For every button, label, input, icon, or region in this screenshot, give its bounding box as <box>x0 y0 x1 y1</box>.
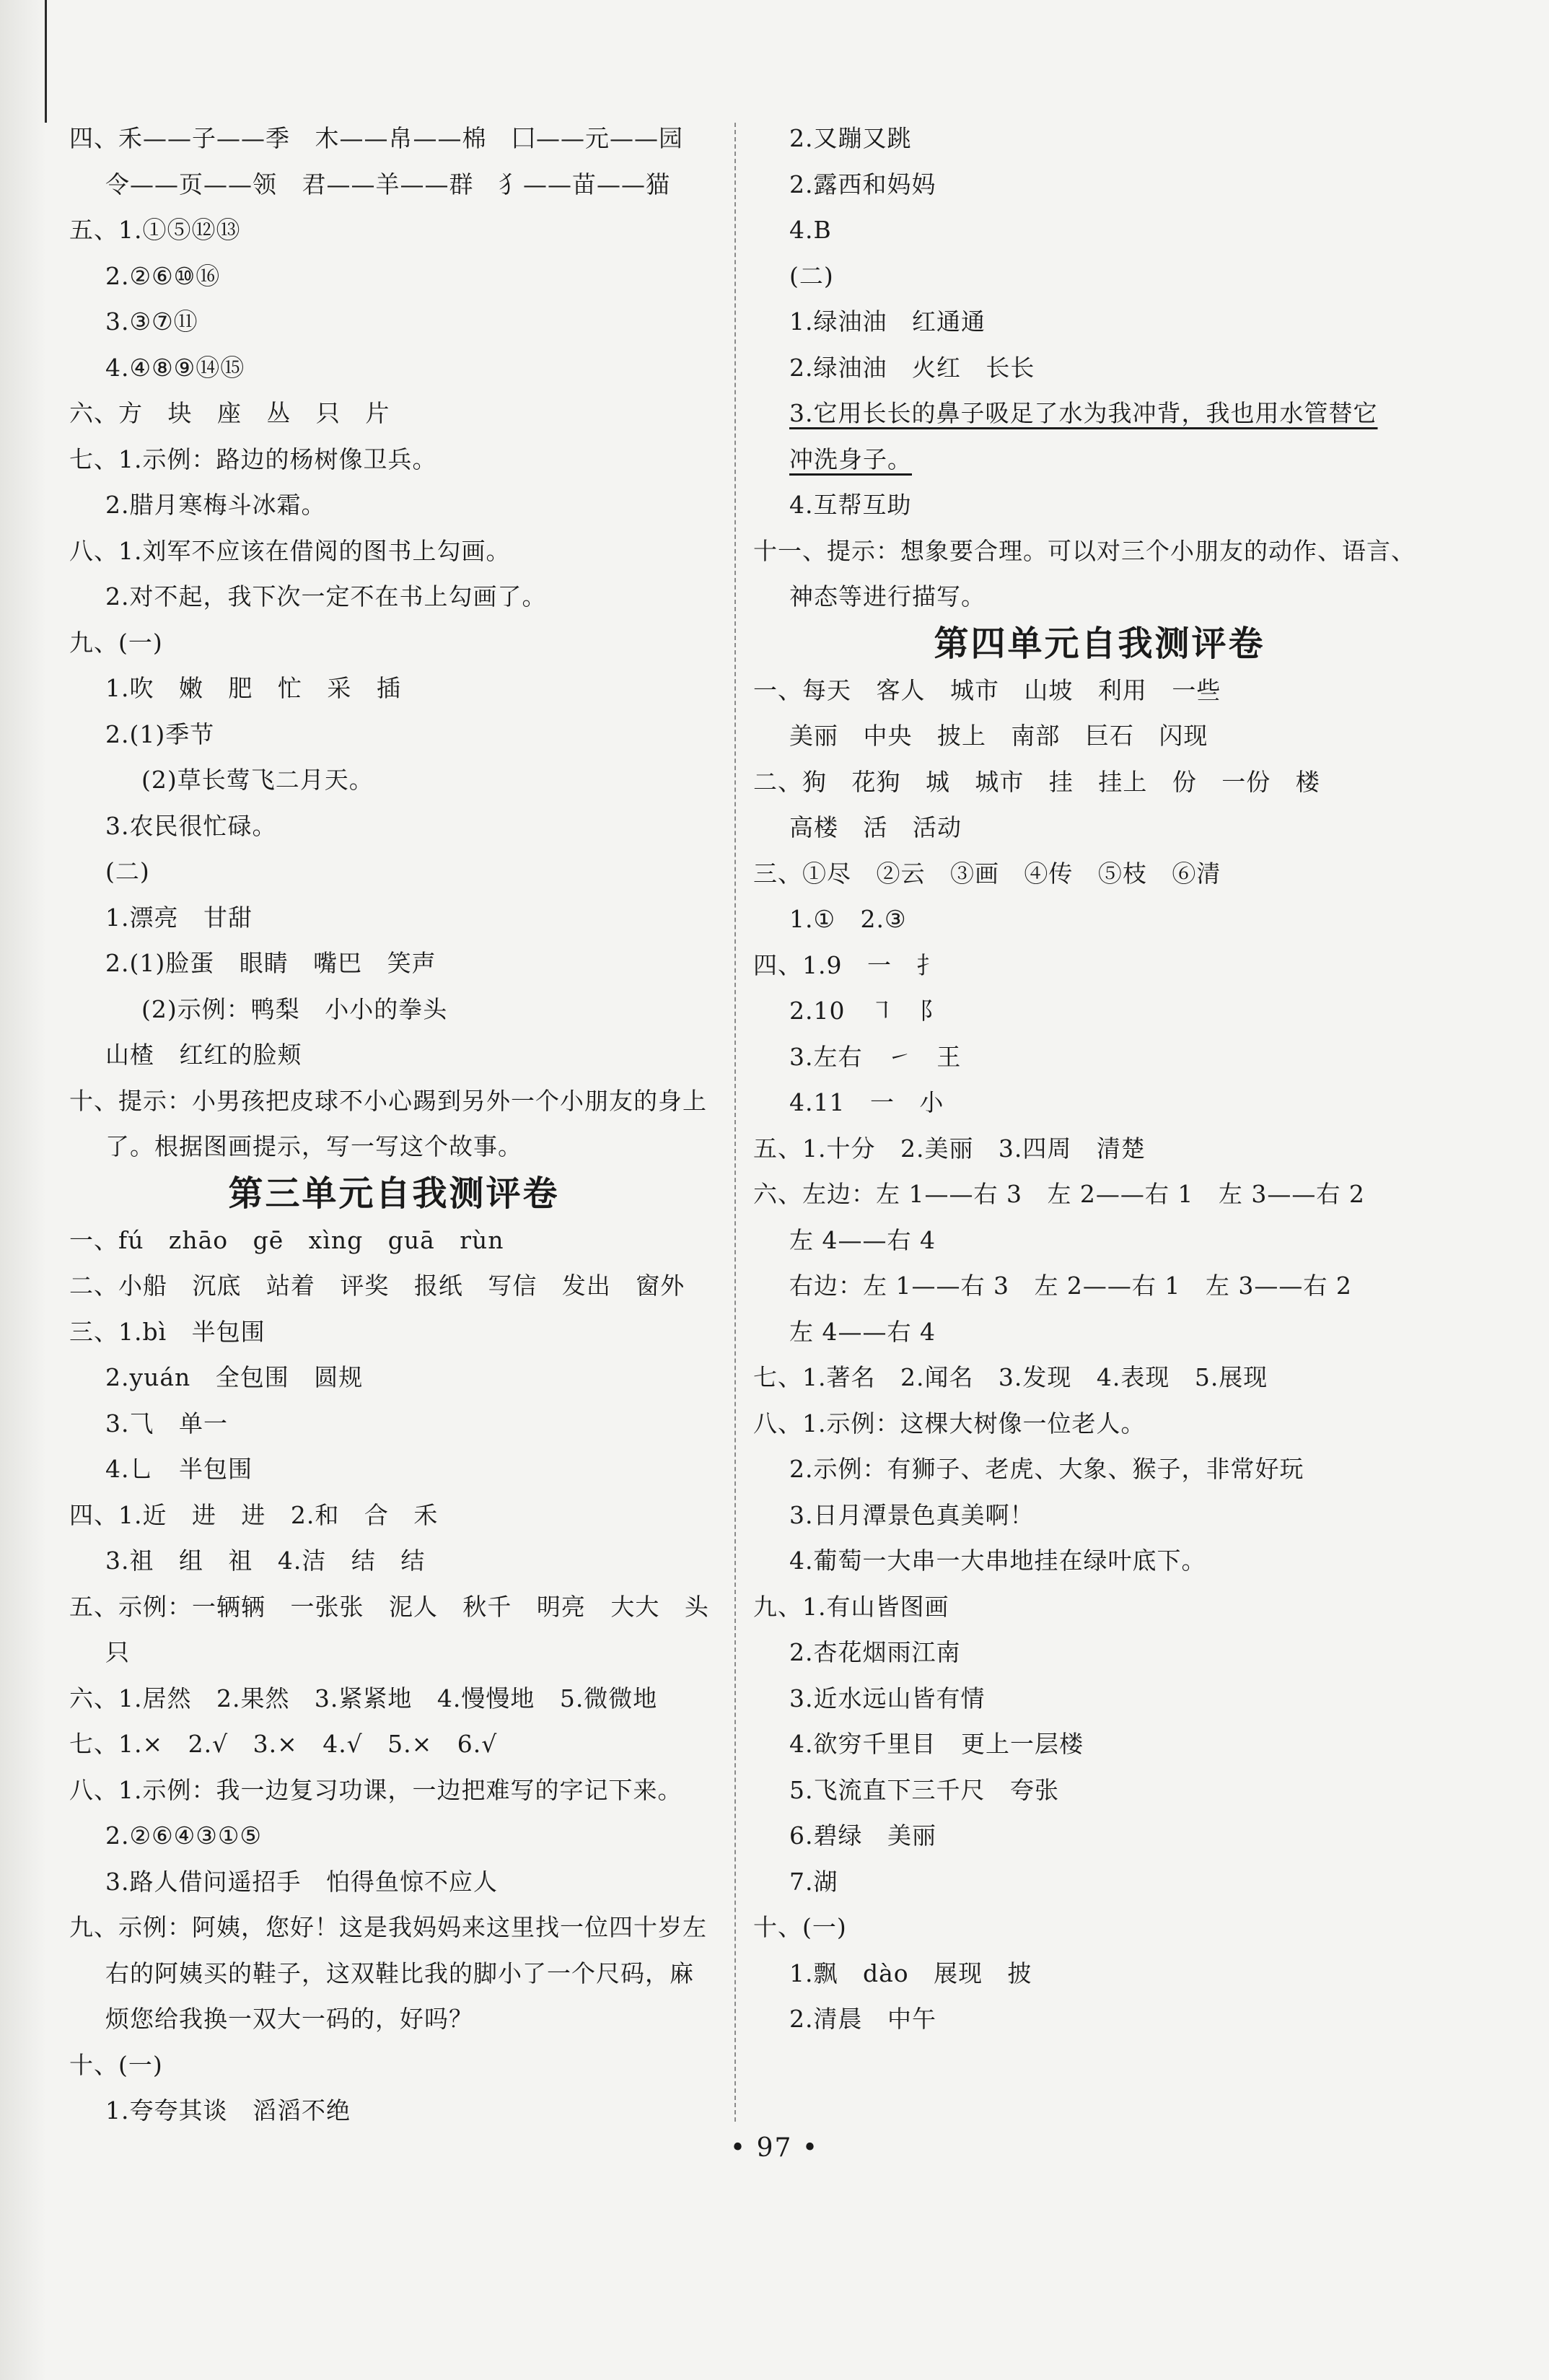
answer-line: 3.它用长长的鼻子吸足了水为我冲背，我也用水管替它 <box>789 399 1378 427</box>
answer-line: 1.绿油油 红通通 <box>789 307 986 336</box>
answer-line: 6.碧绿 美丽 <box>789 1821 936 1850</box>
answer-line: 八、1.刘军不应该在借阅的图书上勾画。 <box>69 536 511 565</box>
answer-line: 三、①尽 ②云 ③画 ④传 ⑤枝 ⑥清 <box>753 859 1221 888</box>
answer-line: 八、1.示例：这棵大树像一位老人。 <box>753 1409 1146 1438</box>
answer-line: 十、(一) <box>753 1913 847 1941</box>
answer-line: 左 4——右 4 <box>789 1317 936 1346</box>
answer-line: 2.对不起，我下次一定不在书上勾画了。 <box>105 582 547 611</box>
answer-line: 五、1.十分 2.美丽 3.四周 清楚 <box>753 1134 1146 1163</box>
answer-line: 1.① 2.③ <box>789 905 907 933</box>
answer-line: 六、方 块 座 丛 只 片 <box>69 399 390 427</box>
binding-line <box>45 0 47 123</box>
answer-line: 2.杏花烟雨江南 <box>789 1638 961 1666</box>
section-title-unit-3: 第三单元自我测评卷 <box>228 1173 560 1214</box>
answer-line: 五、1.①⑤⑫⑬ <box>69 216 241 244</box>
answer-line: 1.漂亮 甘甜 <box>105 903 253 932</box>
answer-line: 六、1.居然 2.果然 3.紧紧地 4.慢慢地 5.微微地 <box>69 1684 658 1712</box>
answer-line: 2.又蹦又跳 <box>789 124 912 152</box>
answer-line: 3.农民很忙碌。 <box>105 811 277 840</box>
answer-line: 1.夸夸其谈 滔滔不绝 <box>105 2096 351 2125</box>
answer-line: 二、狗 花狗 城 城市 挂 挂上 份 一份 楼 <box>753 767 1320 796</box>
answer-line: 九、1.有山皆图画 <box>753 1592 949 1621</box>
answer-line: 4.葡萄一大串一大串地挂在绿叶底下。 <box>789 1546 1206 1575</box>
answer-line: 2.②⑥④③①⑤ <box>105 1821 262 1850</box>
answer-line: 7.湖 <box>789 1867 838 1896</box>
answer-line: 左 4——右 4 <box>789 1225 936 1254</box>
page-edge <box>0 0 46 2380</box>
page-number: • 97 • <box>729 2133 820 2163</box>
answer-line: 四、1.9 一 扌 <box>753 950 942 979</box>
answer-line: 2.(1)季节 <box>105 719 215 748</box>
answer-line: 3.③⑦⑪ <box>105 307 198 336</box>
answer-line: 5.飞流直下三千尺 夸张 <box>789 1775 1059 1804</box>
answer-line: 4.互帮互助 <box>789 491 912 519</box>
answer-line: 八、1.示例：我一边复习功课，一边把难写的字记下来。 <box>69 1775 683 1804</box>
answer-line: 1.飘 dào 展现 披 <box>789 1959 1032 1987</box>
answer-line: 烦您给我换一双大一码的，好吗？ <box>105 2005 473 2033</box>
answer-line: 3.⺄ 单一 <box>105 1409 228 1438</box>
answer-line: 4.欲穷千里目 更上一层楼 <box>789 1730 1084 1758</box>
answer-line: 3.日月潭景色真美啊！ <box>789 1500 1035 1529</box>
answer-line: 十、(一) <box>69 2050 163 2079</box>
answer-line: 一、每天 客人 城市 山坡 利用 一些 <box>753 675 1221 704</box>
answer-line: 2.腊月寒梅斗冰霜。 <box>105 491 326 519</box>
answer-line: 冲洗身子。 <box>789 445 912 473</box>
answer-line: 1.吹 嫩 肥 忙 采 插 <box>105 674 401 702</box>
answer-line: 2.yuán 全包围 圆规 <box>105 1363 364 1391</box>
answer-line: 2.清晨 中午 <box>789 2005 936 2033</box>
answer-line: 只 <box>105 1638 130 1666</box>
answer-line: 2.②⑥⑩⑯ <box>105 261 221 290</box>
answer-line: 4.④⑧⑨⑭⑮ <box>105 353 245 382</box>
answer-line: 4.乚 半包围 <box>105 1455 253 1483</box>
answer-line: 七、1.× 2.√ 3.× 4.√ 5.× 6.√ <box>69 1730 498 1758</box>
answer-line: 2.绿油油 火红 长长 <box>789 353 1035 382</box>
answer-line: 4.B <box>789 216 832 244</box>
answer-line: 九、示例：阿姨，您好！这是我妈妈来这里找一位四十岁左 <box>69 1913 707 1941</box>
answer-line: 高楼 活 活动 <box>789 813 962 841</box>
answer-line: 五、示例：一辆辆 一张张 泥人 秋千 明亮 大大 头 <box>69 1592 709 1621</box>
answer-line: 右的阿姨买的鞋子，这双鞋比我的脚小了一个尺码，麻 <box>105 1959 694 1987</box>
answer-line: (2)草长莺飞二月天。 <box>141 766 374 794</box>
answer-line: 3.近水远山皆有情 <box>789 1684 986 1712</box>
left-column <box>69 115 719 2134</box>
answer-line: 四、禾——子——季 木——帛——棉 囗——元——园 <box>69 124 683 152</box>
answer-line: 七、1.著名 2.闻名 3.发现 4.表现 5.展现 <box>753 1363 1268 1391</box>
answer-line: 六、左边：左 1——右 3 左 2——右 1 左 3——右 2 <box>753 1180 1365 1208</box>
answer-line: 九、(一) <box>69 628 163 657</box>
answer-line: 十一、提示：想象要合理。可以对三个小朋友的动作、语言、 <box>753 536 1416 565</box>
answer-line: 神态等进行描写。 <box>789 582 986 611</box>
answer-line: 山楂 红红的脸颊 <box>105 1041 302 1069</box>
answer-line: (二) <box>789 261 834 290</box>
answer-line: 了。根据图画提示，写一写这个故事。 <box>105 1132 522 1160</box>
answer-line: 三、1.bì 半包围 <box>69 1317 266 1346</box>
answer-line: 4.11 一 小 <box>789 1088 944 1116</box>
answer-line: 美丽 中央 披上 南部 巨石 闪现 <box>789 722 1208 750</box>
answer-line: (2)示例：鸭梨 小小的拳头 <box>141 994 448 1023</box>
column-divider <box>734 123 736 2122</box>
answer-line: 一、fú zhāo gē xìng guā rùn <box>69 1225 504 1254</box>
answer-line: 二、小船 沉底 站着 评奖 报纸 写信 发出 窗外 <box>69 1272 685 1300</box>
answer-line: 七、1.示例：路边的杨树像卫兵。 <box>69 445 437 473</box>
answer-line: 2.露西和妈妈 <box>789 170 936 198</box>
answer-line: 2.示例：有狮子、老虎、大象、猴子，非常好玩 <box>789 1455 1304 1483</box>
answer-line: 2.(1)脸蛋 眼睛 嘴巴 笑声 <box>105 949 436 977</box>
answer-line: 3.路人借问遥招手 怕得鱼惊不应人 <box>105 1867 498 1896</box>
answer-line: 右边：左 1——右 3 左 2——右 1 左 3——右 2 <box>789 1272 1352 1300</box>
answer-line: 3.左右 ㇀ 王 <box>789 1042 962 1071</box>
answer-line: (二) <box>105 857 150 885</box>
answer-line: 2.10 ㇕ 阝 <box>789 997 944 1025</box>
section-title-unit-4: 第四单元自我测评卷 <box>934 623 1265 664</box>
answer-line: 十、提示：小男孩把皮球不小心踢到另外一个小朋友的身上 <box>69 1086 707 1115</box>
answer-line: 令——页——领 君——羊——群 犭——苗——猫 <box>105 170 670 198</box>
answer-line: 3.祖 组 祖 4.洁 结 结 <box>105 1546 426 1575</box>
answer-line: 四、1.近 进 进 2.和 合 禾 <box>69 1500 439 1529</box>
right-column <box>753 115 1446 2042</box>
